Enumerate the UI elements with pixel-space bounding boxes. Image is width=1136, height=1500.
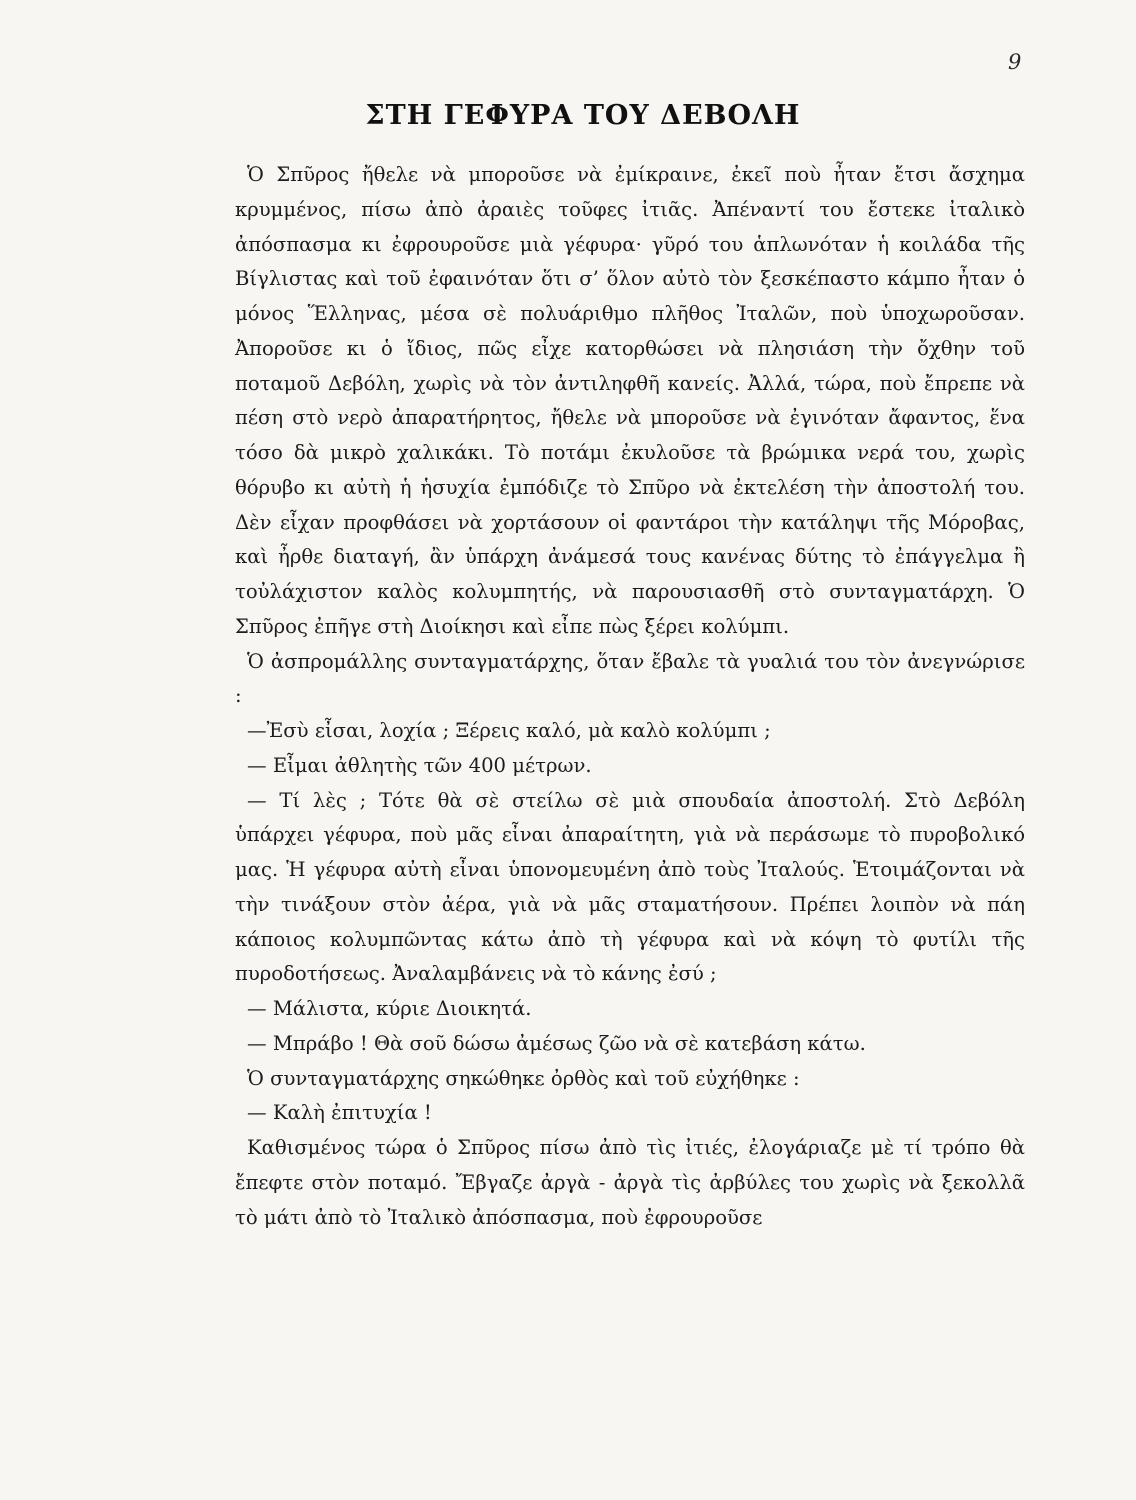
chapter-title: ΣΤΗ ΓΕΦΥΡΑ ΤΟΥ ΔΕΒΟΛΗ <box>365 100 801 131</box>
paragraph: Ὁ ἀσπρομάλλης συνταγματάρχης, ὅταν ἔβαλε τὰ γυαλιά του τὸν ἀνεγνώρισε : <box>235 649 1025 708</box>
body-text <box>235 158 1025 1235</box>
paragraph: Ὁ συνταγματάρχης σηκώθηκε ὀρθὸς καὶ τοῦ εὐχήθηκε : <box>247 1066 800 1090</box>
paragraph: Καθισμένος τώρα ὁ Σπῦρος πίσω ἀπὸ τὶς ἰτιές, ἐλογάριαζε μὲ τί τρόπο θὰ ἔπεφτε στὸν ποταμό. Ἔβγαζε ἀργὰ - ἀργὰ τὶς ἀρβύλες του χωρὶς νὰ ξεκολλᾶ τὸ μάτι ἀπὸ τὸ Ἰταλικὸ ἀπόσπασμα, ποὺ ἐφρουροῦσε <box>235 1136 1025 1229</box>
page-number: 9 <box>1008 50 1022 74</box>
dialogue-line: —Ἐσὺ εἶσαι, λοχία ; Ξέρεις καλό, μὰ καλὸ κολύμπι ; <box>247 719 771 742</box>
dialogue-line: — Εἶμαι ἀθλητὴς τῶν 400 μέτρων. <box>247 753 592 777</box>
dialogue-line: — Μάλιστα, κύριε Διοικητά. <box>247 997 532 1020</box>
dialogue-line: — Μπράβο ! Θὰ σοῦ δώσω ἀμέσως ζῶο νὰ σὲ κατεβάση κάτω. <box>247 1031 866 1055</box>
paragraph: Ὁ Σπῦρος ἤθελε νὰ μποροῦσε νὰ ἐμίκραινε, ἐκεῖ ποὺ ἦταν ἔτσι ἄσχημα κρυμμένος, πίσω ἀπὸ ἀραιὲς τοῦφες ἰτιᾶς. Ἀπέναντί του ἔστεκε ἰταλικὸ ἀπόσπασμα κι ἐφρουροῦσε μιὰ γέφυρα· γῦρό του ἁπλωνόταν ἡ κοιλάδα τῆς Βίγλιστας καὶ τοῦ ἐφαινόταν ὅτι σ’ ὅλον αὐτὸ τὸν ξεσκέπαστο κάμπο ἦταν ὁ μόνος Ἕλληνας, μέσα σὲ πολυάριθμο πλῆθος Ἰταλῶν, ποὺ ὑποχωροῦσαν. Ἀποροῦσε κι ὁ ἴδιος, πῶς εἶχε κατορθώσει νὰ πλησιάση τὴν ὄχθην τοῦ ποταμοῦ Δεβόλη, χωρὶς νὰ τὸν ἀντιληφθῆ κανείς. Ἀλλά, τώρα, ποὺ ἔπρεπε νὰ πέση στὸ νερὸ ἀπαρατήρητος, ἤθελε νὰ μποροῦσε νὰ ἐγινόταν ἄφαντος, ἕνα τόσο δὰ μικρὸ χαλικάκι. Τὸ ποτάμι ἐκυλοῦσε τὰ βρώμικα νερά του, χωρὶς θόρυβο κι αὐτὴ ἡ ἡσυχία ἐμπόδιζε τὸ Σπῦρο νὰ ἐκτελέση τὴν ἀποστολή του. Δὲν εἶχαν προφθάσει νὰ χορτάσουν οἱ φαντάροι τὴν κατάληψι τῆς Μόροβας, καὶ ἦρθε διαταγή, ἂν ὑπάρχη ἀνάμεσά τους κανένας δύτης τὸ ἐπάγγελμα ἢ τοὐλάχιστον καλὸς κολυμπητής, νὰ παρουσιασθῆ στὸ συνταγματάρχη. Ὁ Σπῦρος ἐπῆγε στὴ Διοίκησι καὶ εἶπε πὼς ξέρει κολύμπι. <box>235 163 1025 638</box>
dialogue-line: — Τί λὲς ; Τότε θὰ σὲ στείλω σὲ μιὰ σπουδαία ἀποστολή. Στὸ Δεβόλη ὑπάρχει γέφυρα, ποὺ μᾶς εἶναι ἀπαραίτητη, γιὰ νὰ περάσωμε τὸ πυροβολικό μας. Ἡ γέφυρα αὐτὴ εἶναι ὑπονομευμένη ἀπὸ τοὺς Ἰταλούς. Ἑτοιμάζονται νὰ τὴν τινάξουν στὸν ἀέρα, γιὰ νὰ μᾶς σταματήσουν. Πρέπει λοιπὸν νὰ πάη κάποιος κολυμπῶντας κάτω ἀπὸ τὴ γέφυρα καὶ νὰ κόψη τὸ φυτίλι τῆς πυροδοτήσεως. Ἀναλαμβάνεις νὰ τὸ κάνης ἐσύ ; <box>235 788 1025 986</box>
dialogue-line: — Καλὴ ἐπιτυχία ! <box>247 1101 432 1125</box>
